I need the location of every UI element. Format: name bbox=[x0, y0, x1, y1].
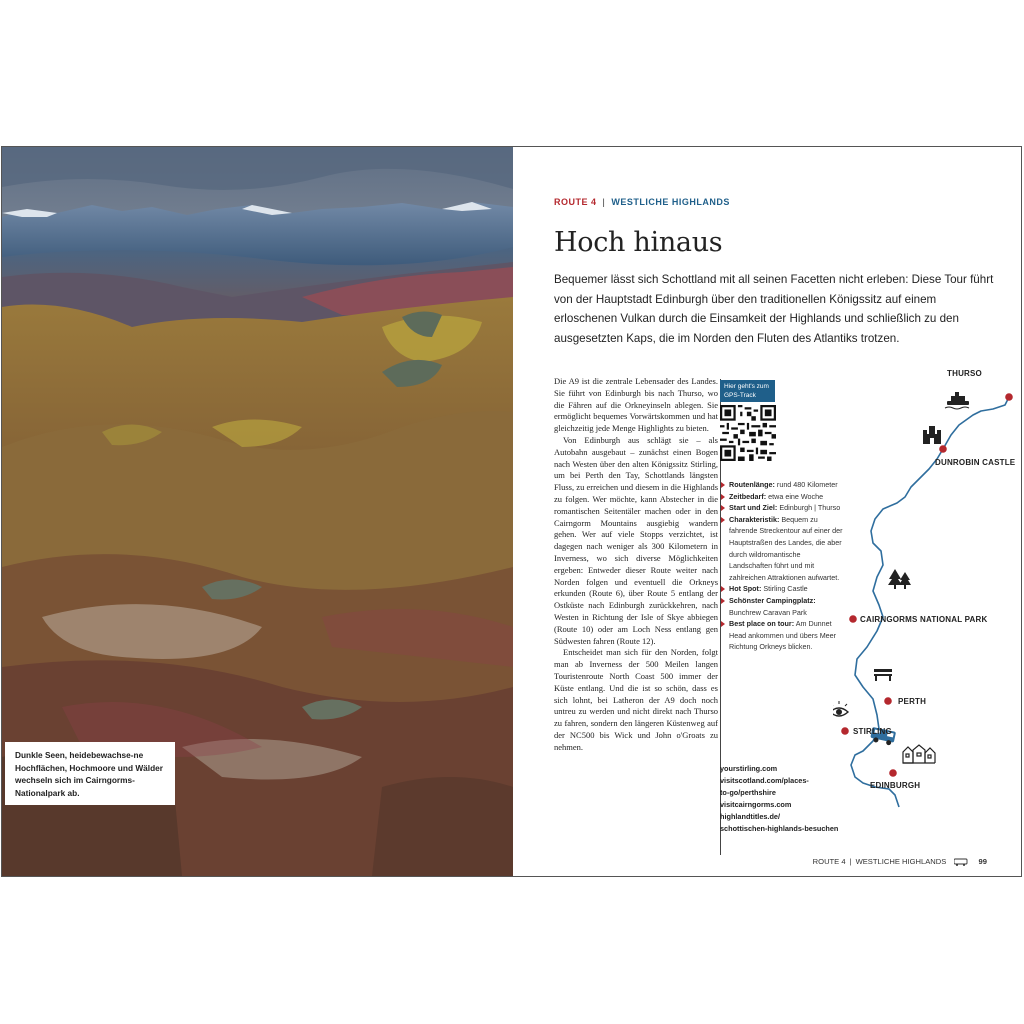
dunrobin-dot bbox=[939, 445, 947, 453]
page-footer bbox=[813, 857, 987, 866]
fact-item bbox=[720, 491, 845, 503]
link-item[interactable]: to-go/perthshire bbox=[720, 787, 776, 797]
qr-code-icon[interactable] bbox=[720, 405, 776, 461]
camper-footer-icon bbox=[954, 858, 968, 866]
book-spread bbox=[1, 146, 1022, 877]
map-label-edinburgh: EDINBURGH bbox=[870, 781, 921, 790]
map-label-perth: PERTH bbox=[898, 697, 927, 706]
fact-item bbox=[720, 583, 845, 595]
perth-dot bbox=[884, 697, 892, 705]
fact-item bbox=[720, 502, 845, 514]
qr-label: Hier geht's zum GPS-Track bbox=[720, 380, 775, 402]
body-paragraph: Entscheidet man sich für den Norden, folgt man ab Inverness der 500 Meilen langen Touristenroute North Coast 500 immer der Küste entlang. Und die ist so schön, dass es sich lohnt, bei Latheron der A9 doch noch untreu zu werden und nicht direkt nach Thurso zu fahren, sondern den längeren Küstenweg auf der NC500 bis Wick und John o'Groats zu nehmen. bbox=[554, 647, 718, 752]
fact-key: Zeitbedarf: bbox=[729, 491, 767, 501]
fact-key: Hot Spot: bbox=[729, 584, 762, 594]
route-header bbox=[554, 197, 730, 207]
route-number: ROUTE 4 bbox=[554, 197, 597, 207]
landscape-photo bbox=[2, 147, 513, 876]
header-separator: | bbox=[602, 197, 606, 207]
fact-item bbox=[720, 618, 845, 653]
map-label-thurso: THURSO bbox=[947, 369, 982, 378]
lead-paragraph: Bequemer lässt sich Schottland mit all seinen Facetten nicht erleben: Diese Tour führt von der Hauptstadt Edinburgh über den traditionellen Königssitz auf einem erloschenen Vulkan durch die Einsamkeit der Highlands und schließlich zu den ausgesetzten Kaps, die im Norden den Fluten des Atlantiks trotzen. bbox=[554, 273, 994, 345]
fact-value: Bequem zu fahrende Streckentour auf einer der Hauptstraßen des Landes, die aber durch wildromantische Landschaften führt und mit zahlreichen Attraktionen aufwartet. bbox=[729, 514, 843, 582]
body-paragraph: Die A9 ist die zentrale Lebensader des Landes. Sie führt von Edinburgh bis nach Thurso, wo die Fähren auf die Orkneyinseln ablegen. Sie ermöglicht bequemes Vorwärtskommen und hat gleichzeitig jede Menge Highlights zu bieten. bbox=[554, 376, 718, 434]
link-item[interactable]: schottischen-highlands-besuchen bbox=[720, 823, 839, 833]
fact-item bbox=[720, 479, 845, 491]
eye-icon bbox=[833, 701, 848, 716]
page-title: Hoch hinaus bbox=[554, 227, 723, 258]
fact-key: Charakteristik: bbox=[729, 514, 780, 524]
city-buildings-icon bbox=[903, 745, 935, 763]
cairngorms-dot bbox=[849, 615, 857, 623]
fact-key: Schönster Campingplatz: bbox=[729, 595, 816, 605]
link-item[interactable]: yourstirling.com bbox=[720, 764, 778, 773]
body-column bbox=[554, 376, 718, 754]
link-item[interactable]: highlandtitles.de/ bbox=[720, 811, 780, 821]
fact-value: Stirling Castle bbox=[763, 584, 808, 594]
photo-caption: Dunkle Seen, heidebewachse-ne Hochflächen, Hochmoore und Wälder wechseln sich im Cairngorms-Nationalpark ab. bbox=[5, 742, 175, 805]
bench-icon bbox=[874, 669, 892, 681]
castle-icon bbox=[923, 426, 941, 444]
fact-value: rund 480 Kilometer bbox=[776, 480, 838, 489]
fact-item bbox=[720, 595, 845, 618]
fact-key: Routenlänge: bbox=[729, 480, 775, 489]
facts-list bbox=[720, 479, 845, 653]
fact-value: Edinburgh | Thurso bbox=[779, 503, 841, 513]
thurso-dot bbox=[1005, 393, 1013, 401]
fact-value: Am Dunnet Head ankommen und übers Meer Richtung Orkneys blicken. bbox=[729, 619, 837, 652]
ferry-icon bbox=[945, 392, 969, 409]
footer-region: WESTLICHE HIGHLANDS bbox=[855, 857, 947, 866]
route-region: WESTLICHE HIGHLANDS bbox=[611, 197, 730, 207]
page-number: 99 bbox=[978, 857, 987, 866]
map-label-stirling: STIRLING bbox=[853, 727, 892, 736]
route-map bbox=[833, 369, 1022, 809]
fact-value: etwa eine Woche bbox=[768, 491, 824, 501]
edinburgh-dot bbox=[889, 769, 897, 777]
stirling-dot bbox=[841, 727, 849, 735]
link-item[interactable]: visitscotland.com/places- bbox=[720, 775, 809, 785]
footer-route: ROUTE 4 bbox=[812, 857, 846, 866]
body-paragraph: Von Edinburgh aus schlägt sie – als Autobahn ausgebaut – zunächst einen Bogen nach Westen über den alten Königssitz Stirling, um bei Perth den Tay, Schottlands längsten Fluss, zu erreichen und diesem in die Highlands zu folgen. Wer möchte, kann Abstecher in die romantischen Seitentäler machen oder in den Cairngorm Mountains ausgiebig wandern gehen. Wer auf viele Stopps verzichtet, ist dagegen nach weniger als 300 Kilometern in Inverness, wo sich diverse Möglichkeiten ergeben: Entweder dieser Route weiter nach Norden folgen und eventuell die Orkneys erkunden (Route 6), über Route 5 entlang der Ostküste nach Edinburgh zurückkehren, nach Westen in Richtung der Isle of Skye abbiegen (Route 10) oder am Loch Ness entlang gen Südwesten fahren (Route 12). bbox=[554, 434, 718, 646]
footer-separator: | bbox=[849, 857, 852, 866]
fact-value: Bunchrew Caravan Park bbox=[729, 607, 807, 617]
fact-key: Best place on tour: bbox=[729, 619, 795, 629]
map-label-dunrobin: DUNROBIN CASTLE bbox=[935, 458, 1016, 467]
text-page bbox=[513, 147, 1022, 876]
fact-item bbox=[720, 514, 845, 584]
map-label-cairngorms: CAIRNGORMS NATIONAL PARK bbox=[860, 615, 988, 624]
link-item[interactable]: visitcairngorms.com bbox=[720, 799, 792, 809]
trees-icon bbox=[888, 569, 911, 589]
fact-key: Start und Ziel: bbox=[729, 503, 778, 513]
route-map-graphic bbox=[833, 369, 1022, 809]
